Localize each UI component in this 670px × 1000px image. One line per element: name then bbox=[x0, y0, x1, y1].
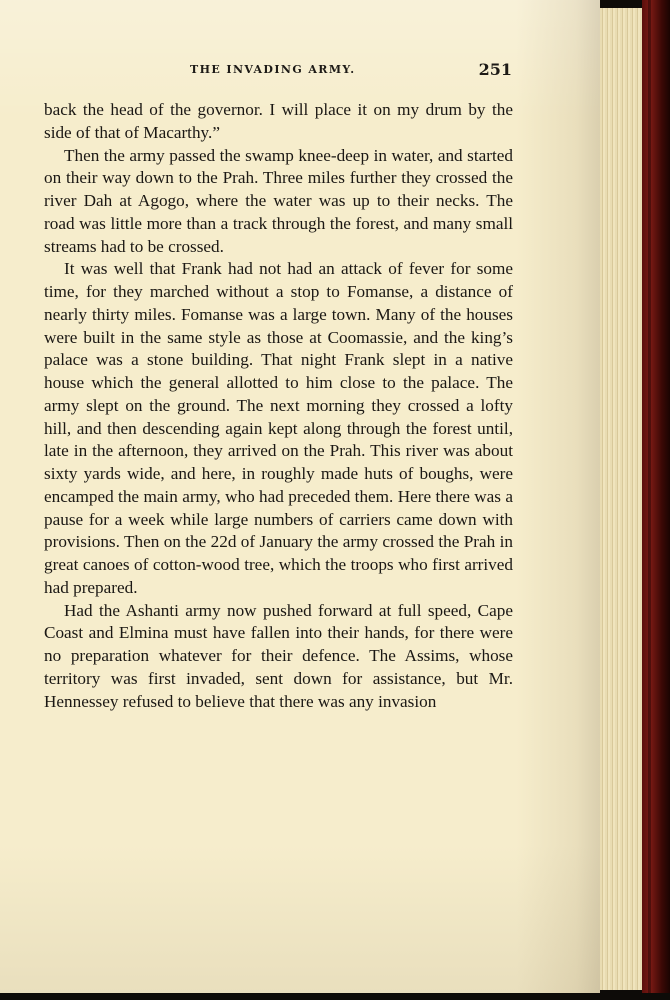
scan-border bbox=[0, 993, 670, 1000]
page-number: 251 bbox=[478, 60, 512, 79]
paragraph-march-to-prah: It was well that Frank had not had an attack of fever for some time, for they marched without a stop to Fomanse, a distance of nearly thirty miles. Fomanse was a large town. Many of the houses were built in the same style as those at Coomassie, and the king’s palace was a stone building. That night Frank slept in a native house which the general allotted to him close to the palace. The army slept on the ground. The next morning they crossed a lofty hill, and then descending again kept along through the forest until, late in the afternoon, they arrived on the Prah. This river was about sixty yards wide, and here, in roughly made huts of boughs, were encamped the main army, who had preceded them. Here there was a pause for a week while large numbers of carriers came down with provisions. Then on the 22d of January the army crossed the Prah in great canoes of cotton-wood tree, which the troops who first arrived had prepared. bbox=[44, 259, 513, 597]
paragraph-ashanti-advance: Had the Ashanti army now pushed forward at full speed, Cape Coast and Elmina must have fallen into their hands, for there were no preparation whatever for their defence. The Assims, whose territory was first invaded, sent down for assistance, but Mr. Hennessey refused to believe that there was any invasion bbox=[44, 600, 513, 711]
page-edges bbox=[600, 8, 643, 990]
page-header bbox=[48, 58, 514, 84]
paragraph-swamp-crossing: Then the army passed the swamp knee-deep in water, and started on their way down to the Prah. Three miles further they crossed the river Dah at Agogo, where the water was up to their necks. The road was little more than a track through the forest, and many small streams had to be crossed. bbox=[44, 145, 513, 256]
body-text bbox=[44, 99, 513, 713]
running-title: THE INVADING ARMY. bbox=[190, 63, 356, 76]
paragraph-continued: back the head of the governor. I will place it on my drum by the side of that of Macarthy.” bbox=[44, 100, 513, 142]
book-cover-edge bbox=[642, 0, 670, 1000]
